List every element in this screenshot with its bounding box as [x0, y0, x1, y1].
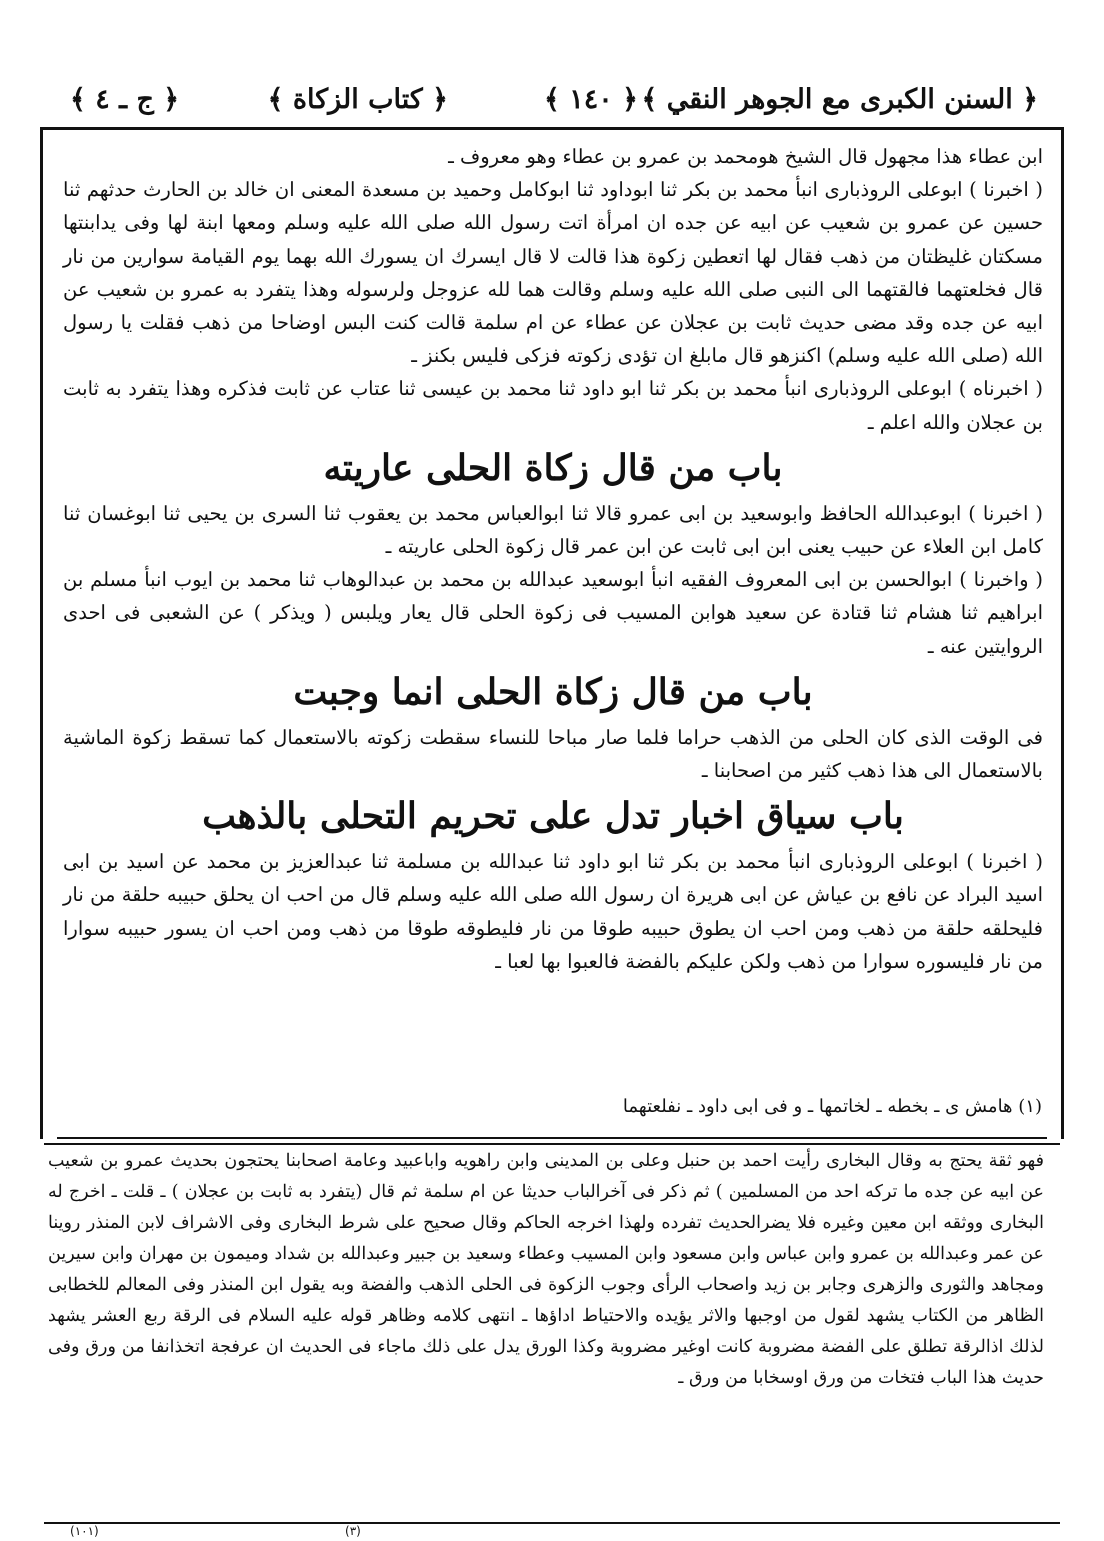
book-name: ﴿ كتاب الزكاة ﴾ — [267, 84, 448, 115]
paragraph: ابن عطاء هذا مجهول قال الشيخ هومحمد بن عمرو بن عطاء وهو معروف ـ — [448, 145, 1043, 168]
bottom-fragment: (٣) — [345, 1524, 361, 1538]
volume-number: ﴿ ج ـ ٤ ﴾ — [70, 84, 180, 115]
paragraph: فى الوقت الذى كان الحلى من الذهب حراما فلما صار مباحا للنساء سقطت زكوته بالاستعمال كما تسقط زكوة الماشية بالاستعمال الى هذا ذهب كثير من اصحابنا ـ — [63, 725, 1043, 783]
chapter-heading: باب من قال زكاة الحلى انما وجبت — [293, 670, 813, 713]
footnote: (١) هامش ى ـ بخطه ـ لخاتمها ـ و فى ابى داود ـ نفلعتهما — [622, 1096, 1042, 1117]
divider — [44, 1143, 1060, 1145]
paragraph: ( اخبرنا ) ابوعلى الروذبارى انبأ محمد بن بكر ثنا ابو داود ثنا عبدالله بن مسلمة ثنا عبدالعزيز بن محمد عن اسيد بن ابى اسيد البراد عن نافع بن عياش عن ابى هريرة ان رسول الله صلى الله عليه وسلم قال من احب ان يحلق حبيبه حلقة من نار فليحلقه حلقة من ذهب ومن احب ان يطوق حبيبه طوقا من نار فليطوقه طوقا من ذهب ومن احب ان يسور حبيبه سوارا من نار فليسوره سوارا من ذهب ولكن عليكم بالفضة فالعبوا بها لعبا ـ — [63, 850, 1044, 973]
chapter-heading: باب سياق اخبار تدل على تحريم التحلى بالذهب — [202, 795, 904, 838]
divider — [44, 1522, 1060, 1524]
paragraph: ( واخبرنا ) ابوالحسن بن ابى المعروف الفقيه انبأ ابوسعيد عبدالله بن محمد بن عبدالوهاب ثنا محمد بن ايوب انبأ مسلم بن ابراهيم ثنا هشام ثنا قتادة عن سعيد هوابن المسيب فى زكوة الحلى قال يعار ويلبس ( ويذكر ) عن الشعبى فى احدى الروايتين عنه ـ — [63, 568, 1043, 658]
page-number: ﴿ ١٤٠ ﴾ — [544, 84, 638, 115]
main-text-frame — [40, 127, 1064, 1139]
paragraph: ( اخبرنا ) ابوعلى الروذبارى انبأ محمد بن بكر ثنا ابوداود ثنا ابوكامل وحميد بن مسعدة المعنى ان خالد بن الحارث حدثهم ثنا حسين عن عمرو بن شعيب عن ابيه عن جده ان امرأة اتت رسول الله صلى الله عليه وسلم ومعها ابنة لها وفى يدابنتها مسكتان غليظتان من ذهب فقال لها اتعطين زكوة هذا قالت لا قال ايسرك ان يسورك الله بهما يوم القيامة سوارين من نار قال فخلعتهما فالقتهما الى النبى صلى الله عليه وسلم وقالت هما لله عزوجل ولرسوله وهذا يتفرد به عمرو بن شعيب عن ابيه عن جده وقد مضى حديث ثابت بن عجلان عن عطاء عن ام سلمة قالت كنت البس اوضاحا من ذهب فقلت يا رسول الله (صلى الله عليه وسلم) اكنزهو قال مابلغ ان تؤدى زكوته فزكى فليس بكنز ـ — [63, 178, 1043, 368]
main-text — [63, 140, 1043, 978]
chapter-heading: باب من قال زكاة الحلى عاريته — [323, 446, 783, 489]
commentary-text — [48, 1146, 1044, 1394]
paragraph: ( اخبرنا ) ابوعبدالله الحافظ وابوسعيد بن ابى عمرو قالا ثنا ابوالعباس محمد بن يعقوب ثنا السرى بن يحيى ثنا ابوغسان ثنا كامل ابن العلاء عن حبيب يعنى ابن ابى ثابت عن ابن عمر قال زكوة الحلى عاريته ـ — [63, 501, 1044, 559]
header-title: ﴿ السنن الكبرى مع الجوهر النقي ﴾ — [641, 84, 1038, 115]
bottom-fragment: (١٠١) — [70, 1524, 99, 1538]
commentary-paragraph: فهو ثقة يحتج به وقال البخارى رأيت احمد بن حنبل وعلى بن المدينى وابن راهويه واباعبيد وعامة اصحابنا يحتجون بحديث عمرو بن شعيب عن ابيه عن جده ما تركه احد من المسلمين ) ثم ذكر فى آخرالباب حديثا عن ام سلمة ثم قال (يتفرد به ثابت بن عجلان ) ـ قلت ـ اخرج له البخارى ووثقه ابن معين وغيره فلا يضرالحديث تفرده ولهذا اخرجه الحاكم وقال صحيح على شرط البخارى وفى الاشراف لابن المنذر روينا عن عمر وعبدالله بن عمرو وابن عباس وابن مسعود وابن المسيب وعطاء وسعيد بن جبير وعبدالله بن شداد وميمون بن مهران وابن سيرين ومجاهد والثورى والزهرى وجابر بن زيد واصحاب الرأى وجوب الزكوة فى الحلى الذهب والفضة وبه يقول ابن المنذر وفى المعالم للخطابى الظاهر من الكتاب يشهد لقول من اوجبها والاثر يؤيده والاحتياط اداؤها ـ انتهى كلامه وظاهر قوله عليه السلام فى الرقة ربع العشر يشهد لذلك اذالرقة تطلق على الفضة مضروبة كانت اوغير مضروبة وكذا الورق يدل على ذلك ماجاء فى الحديث ان عرفجة اتخذانفا من ورق وفى حديث هذا الباب فتخات من ورق اوسخابا من ورق ـ — [48, 1151, 1044, 1388]
running-header — [70, 78, 1038, 128]
paragraph: ( اخبرناه ) ابوعلى الروذبارى انبأ محمد بن بكر ثنا ابو داود ثنا محمد بن عيسى ثنا عتاب عن ثابت فذكره وهذا يتفرد به ثابت بن عجلان والله اعلم ـ — [63, 377, 1043, 434]
